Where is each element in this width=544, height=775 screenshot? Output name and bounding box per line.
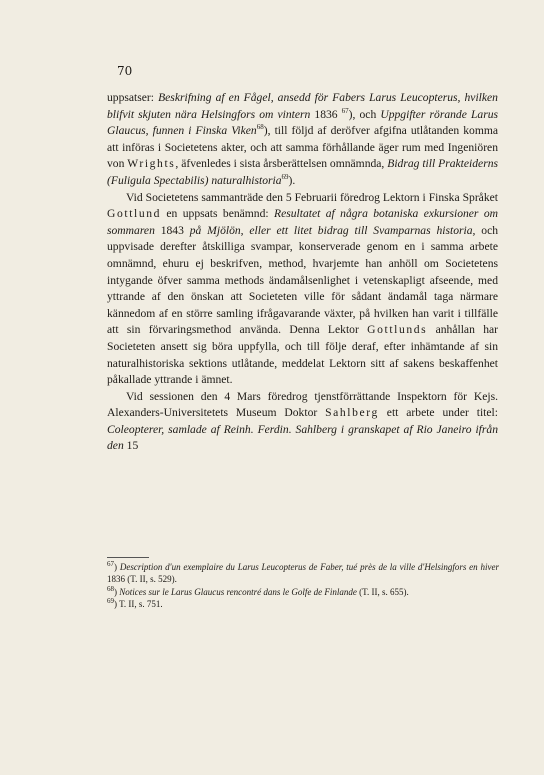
text-run: 15	[123, 439, 139, 453]
italic-title: Beskrifning af en Fågel, ansedd för Fabers Larus Leucopterus, hvilken blifvit skjuten nära Helsingfors om vintern	[107, 91, 498, 121]
footnote-rule	[107, 557, 149, 558]
footnote-mark: 68	[107, 584, 114, 593]
text-run: uppsatser:	[107, 91, 159, 104]
paragraph-2	[107, 190, 498, 389]
footnote-ref-text: T. II, s. 751.	[119, 599, 163, 610]
text-run: )	[114, 562, 120, 572]
italic-title: Bidrag till Prakteiderns (Fuligula Spectabilis) naturalhistoria	[107, 157, 499, 187]
footnote-ref: 68	[256, 123, 264, 132]
italic-title: Resultatet af några botaniska exkursioner om sommaren	[107, 207, 498, 237]
spaced-name: Sahlberg	[325, 406, 379, 420]
text-run: )	[114, 586, 120, 597]
text-run: , äfvenledes i sista årsberättelsen omnämnda,	[175, 157, 388, 171]
text-run: och uppvisade derefter åtskilliga svampar, konserverade genom en i samma arbete omnämnd, ehuru ej beskrifven, method, hvarjemte han anhöll om Societetens intygande öfver samma methods ändamålsenlighet i vetenskapligt afseende, med yttrande af den önskan att Societeten ville för sådant ändamål taga närmare kännedom af en större samling ifrågavarande växter, på hvilken han varit i tillfälle att sin förvaringsmethod använda. Denna Lektor	[107, 223, 499, 337]
footnote	[107, 584, 499, 599]
footnote	[107, 562, 499, 586]
spaced-name: Gottlunds	[367, 323, 428, 337]
text-run: en uppsats benämnd:	[161, 207, 275, 221]
italic-title: Coleopterer, samlade af Reinh. Ferdin. Sahlberg i granskapet af Rio Janeiro ifrån den	[107, 422, 498, 453]
spaced-name: Gottlund	[107, 207, 162, 221]
footnote-ref: 69	[281, 173, 289, 182]
text-run: ), och	[348, 107, 381, 121]
italic-title: på Mjölön, eller ett litet bidrag till Svamparnas historia,	[189, 223, 476, 237]
body-text	[107, 90, 498, 455]
text-run: 1836	[310, 107, 342, 121]
text-run: anhållan har Societeten ansett sig böra uppfylla, och till följe deraf, efter inhämtande af sin naturalhistoriska sektions utlåtande, meddelat Lektorn sitt af sakens beskaffenhet påkallade yttrande i ämnet.	[107, 323, 498, 387]
footnote	[107, 599, 499, 611]
footnote-ref-text: 1836 (T. II, s. 529).	[107, 573, 177, 584]
footnotes	[107, 562, 499, 612]
text-run: ), till följd af deröfver afgifna utlåtanden komma att införas i Societetens akter, och att samma förhållande äger rum med Ingeniören von	[107, 124, 499, 171]
page-number: 70	[117, 64, 133, 78]
text-run: Vid sessionen den 4 Mars föredrog tjenstförrättande Inspektorn för Kejs. Alexanders-Universitetets Museum Doktor	[107, 389, 498, 420]
paragraph-1	[107, 90, 498, 190]
footnote-text: Description d'un exemplaire du Larus Leucopterus de Faber, tué près de la ville d'Helsingfors en hiver	[119, 562, 499, 572]
spaced-name: Wrights	[127, 157, 176, 171]
footnote-ref-text: (T. II, s. 655).	[356, 586, 409, 597]
text-run: ett arbete under titel:	[378, 406, 498, 420]
text-run: 1843	[154, 223, 190, 237]
footnote-mark: 69	[107, 597, 114, 606]
paragraph-3	[107, 389, 498, 455]
text-run: )	[114, 599, 120, 610]
footnote-text: Notices sur le Larus Glaucus rencontré dans le Golfe de Finlande	[119, 586, 357, 597]
text-run: Vid Societetens sammanträde den 5 Februarii föredrog Lektorn i Finska Språket	[126, 190, 498, 204]
italic-title: Uppgifter rörande Larus Glaucus, funnen i Finska Viken	[107, 107, 499, 138]
footnote-mark: 67	[107, 560, 114, 568]
footnote-ref: 67	[341, 106, 349, 115]
text-run: ).	[288, 173, 296, 187]
